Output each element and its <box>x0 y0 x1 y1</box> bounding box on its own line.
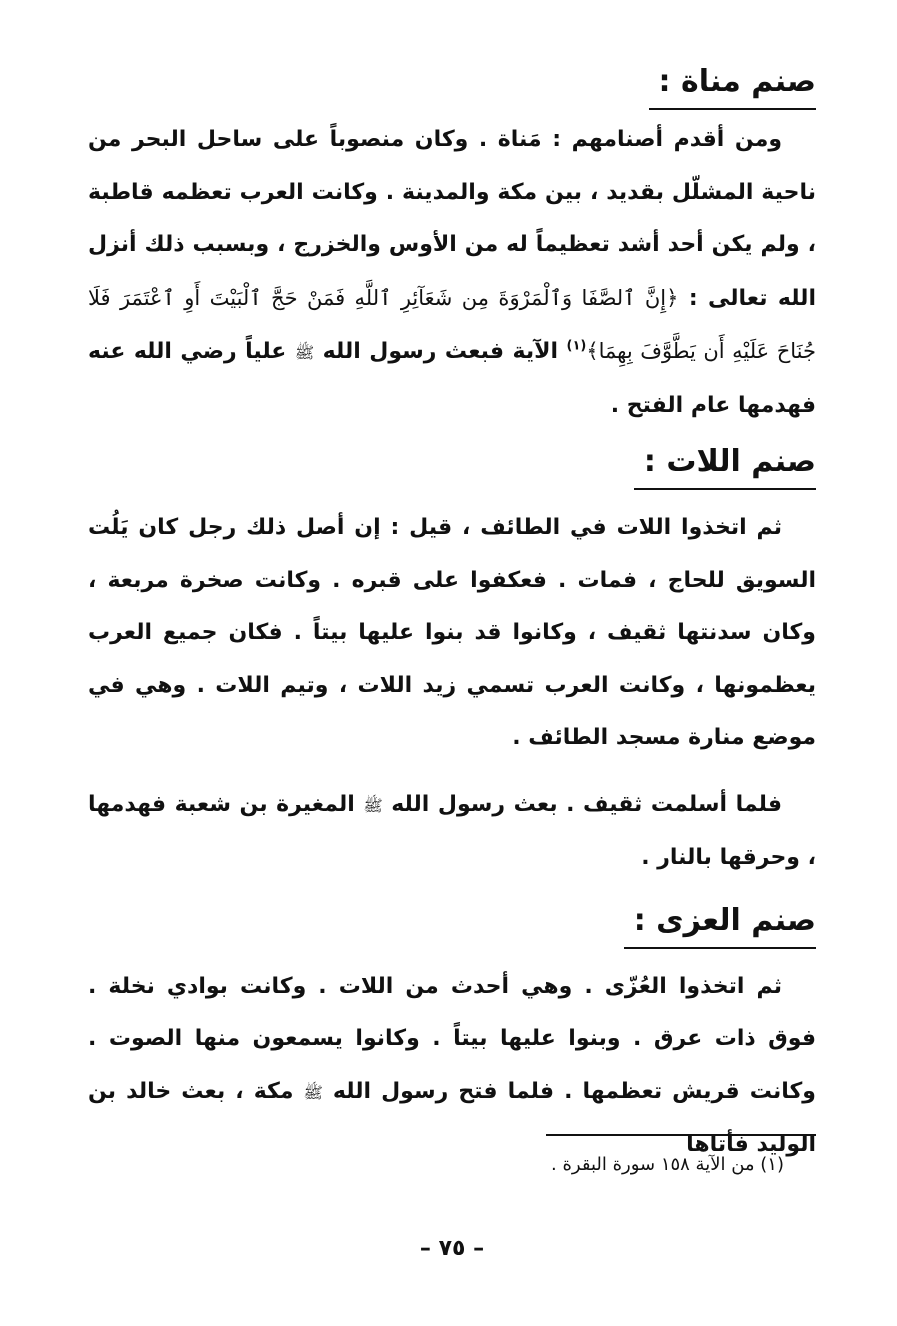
footnote-reference: (١) <box>566 338 587 354</box>
paragraph-text: ثم اتخذوا العُزّى . وهي أحدث من اللات . وكانت بوادي نخلة . فوق ذات عرق . وبنوا عليها بيتاً . وكانوا يسمعون منها الصوت . وكانت قريش تعظمها . فلما فتح رسول الله <box>88 973 816 1104</box>
paragraph-thaqif <box>88 779 816 885</box>
quran-verse: ﴿إِنَّ ٱلصَّفَا وَٱلْمَرْوَةَ مِن شَعَآئِرِ ٱللَّهِ فَمَنْ حَجَّ ٱلْبَيْتَ أَوِ ٱعْتَمَرَ فَلَا جُنَاحَ عَلَيْهِ أَن يَطَّوَّفَ بِهِمَا﴾ <box>88 285 816 363</box>
salutation-glyph: ﷺ <box>363 795 383 815</box>
paragraph-manat <box>88 114 816 432</box>
salutation-glyph: ﷺ <box>303 1082 323 1102</box>
paragraph-text: مكة ، بعث خالد بن الوليد فأتاها <box>88 1078 816 1157</box>
book-page <box>88 56 816 1296</box>
page-number: – ٧٥ – <box>419 1236 485 1261</box>
section-heading-allat: صنم اللات : <box>634 436 816 490</box>
section-heading-aluzza: صنم العزى : <box>624 895 816 949</box>
paragraph-text: الآية فبعث رسول الله <box>322 339 558 364</box>
paragraph-text: المغيرة بن شعبة فهدمها ، وحرقها بالنار . <box>88 791 816 870</box>
paragraph-text: ومن أقدم أصنامهم : مَناة . وكان منصوباً على ساحل البحر من ناحية المشلّل بقديد ، بين مكة والمدينة . وكانت العرب تعظمه قاطبة ، ولم يكن أحد أشد تعظيماً له من الأوس والخزرج ، وبسبب ذلك أنزل الله تعالى : <box>88 127 816 311</box>
footnote-divider <box>546 1134 816 1136</box>
salutation-glyph: ﷺ <box>294 343 315 362</box>
paragraph-text: علياً رضي الله عنه فهدمها عام الفتح . <box>88 339 816 418</box>
paragraph-allat: ثم اتخذوا اللات في الطائف ، قيل : إن أصل ذلك رجل كان يَلُت السويق للحاج ، فمات . فعكفوا على قبره . وكانت صخرة مربعة ، وكان سدنتها ثقيف ، وكانوا قد بنوا عليها بيتاً . فكان جميع العرب يعظمونها ، وكانت العرب تسمي زيد اللات ، وتيم اللات . وهي في موضع منارة مسجد الطائف . <box>88 515 816 750</box>
footnote: (١) من الآية ١٥٨ سورة البقرة . <box>551 1154 784 1175</box>
section-heading-manat: صنم مناة : <box>649 56 816 110</box>
paragraph-aluzza <box>88 961 816 1172</box>
paragraph-text: فلما أسلمت ثقيف . بعث رسول الله <box>391 791 782 817</box>
